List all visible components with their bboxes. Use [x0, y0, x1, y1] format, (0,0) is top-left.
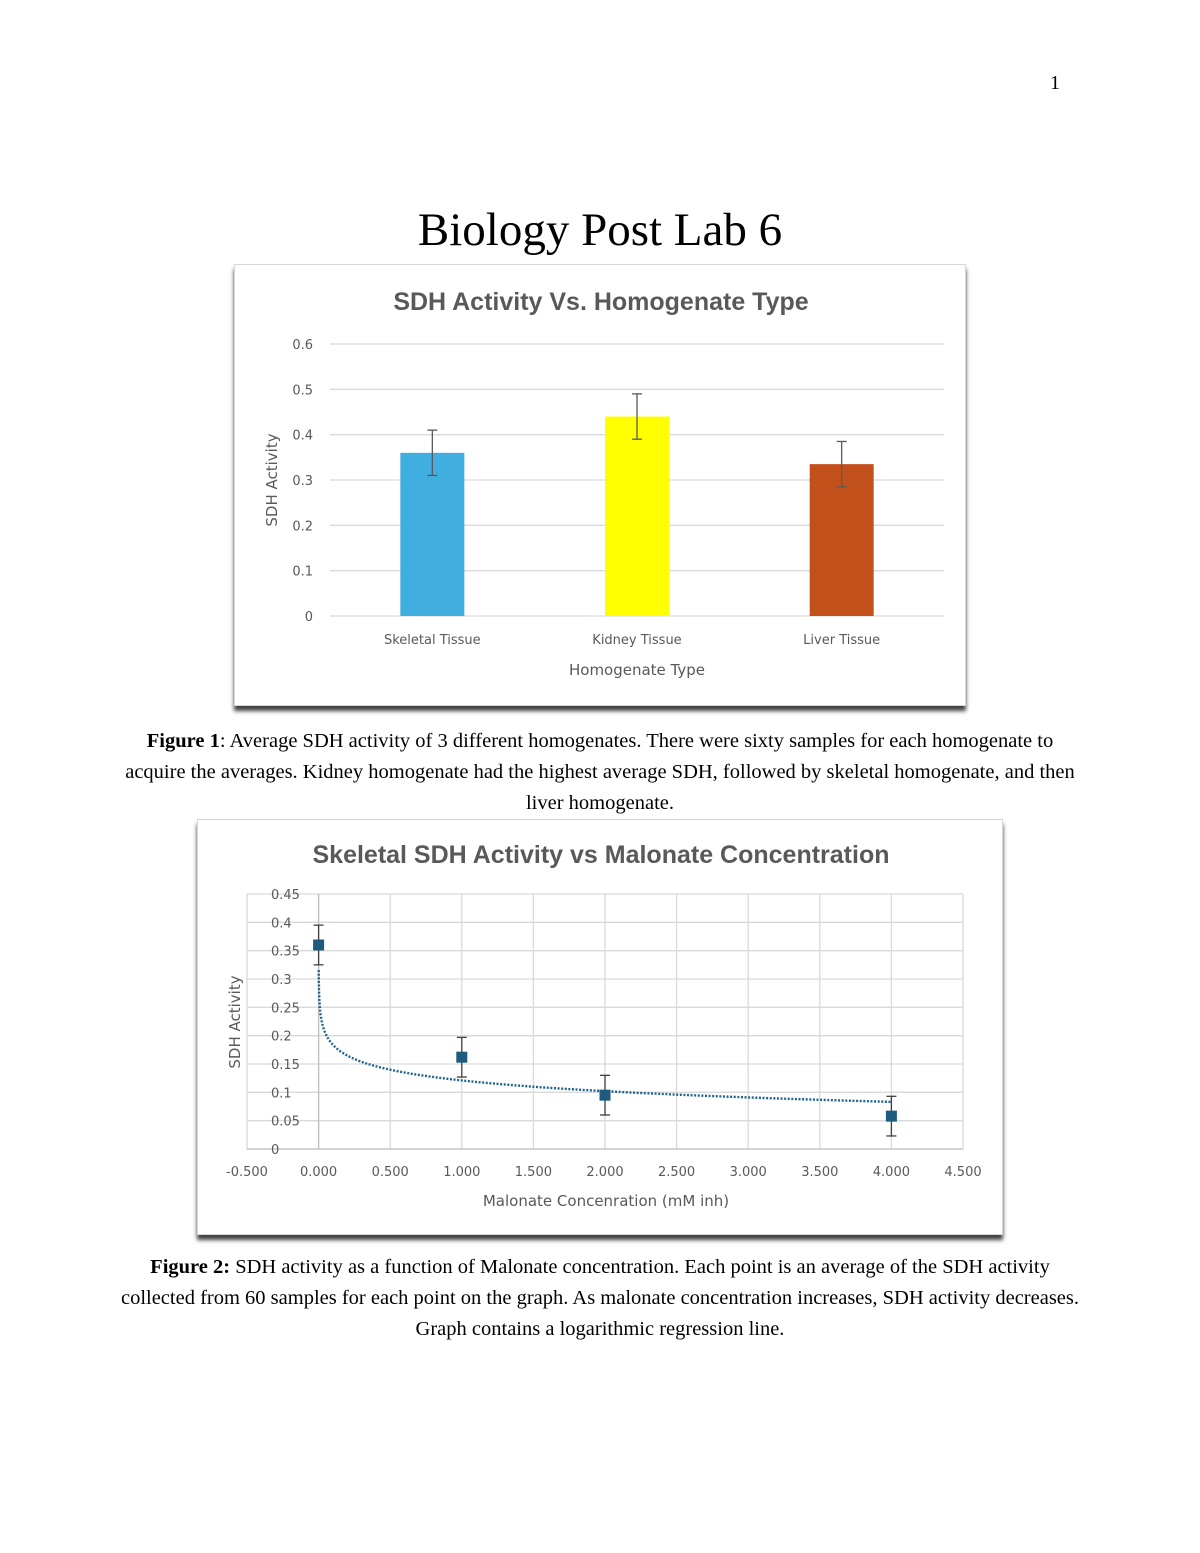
bar-chart-bars [400, 417, 873, 616]
bar-y-tick-label: 0 [304, 610, 313, 625]
bar-category-label: Liver Tissue [803, 633, 881, 648]
scatter-y-tick-label: 0.2 [271, 1029, 292, 1045]
scatter-chart-y-ticks [271, 888, 300, 1158]
scatter-x-tick-label: 0.500 [371, 1165, 409, 1180]
scatter-y-tick-label: 0.3 [271, 973, 292, 988]
figure-2-label: Figure 2: [150, 1256, 231, 1278]
bar [400, 453, 464, 616]
scatter-y-tick-label: 0.25 [271, 1001, 300, 1017]
bar-y-tick-label: 0.4 [292, 428, 313, 444]
bar-y-tick-label: 0.6 [292, 338, 313, 353]
scatter-x-tick-label: 0.000 [299, 1165, 338, 1180]
scatter-y-tick-label: 0.4 [271, 916, 292, 932]
scatter-x-tick-label: 2.000 [586, 1165, 624, 1180]
scatter-chart [198, 820, 1002, 1234]
scatter-point [456, 1052, 467, 1063]
bar-y-tick-label: 0.5 [292, 383, 313, 399]
scatter-chart-x-axis-title: Malonate Concenration (mM inh) [482, 1192, 730, 1210]
scatter-x-tick-label: 4.500 [944, 1165, 982, 1180]
bar-y-tick-label: 0.1 [292, 564, 313, 580]
scatter-point [313, 940, 324, 951]
bar-chart-x-ticks [384, 633, 880, 648]
scatter-chart-title: Skeletal SDH Activity vs Malonate Concentration [312, 841, 890, 869]
bar-y-tick-label: 0.3 [292, 474, 313, 489]
scatter-point [886, 1111, 897, 1122]
scatter-x-tick-label: 3.000 [729, 1165, 767, 1180]
scatter-x-tick-label: 2.500 [657, 1165, 696, 1180]
scatter-y-tick-label: 0 [271, 1143, 280, 1158]
page-number: 1 [1050, 72, 1060, 94]
bar-chart-title: SDH Activity Vs. Homogenate Type [393, 288, 809, 316]
scatter-chart-frame [197, 819, 1003, 1235]
scatter-x-tick-label: 4.000 [872, 1165, 911, 1180]
scatter-y-tick-label: 0.15 [271, 1058, 300, 1073]
bar-chart-y-axis-title: SDH Activity [263, 433, 281, 527]
scatter-point [600, 1090, 611, 1101]
bar-chart-y-ticks [292, 338, 313, 625]
bar [605, 417, 669, 616]
bar-chart [235, 265, 965, 705]
scatter-y-tick-label: 0.1 [271, 1086, 292, 1102]
bar-chart-x-axis-title: Homogenate Type [568, 661, 706, 679]
scatter-x-tick-label: 1.500 [514, 1165, 553, 1180]
bar-y-tick-label: 0.2 [292, 519, 313, 535]
figure-2-caption [120, 1252, 1080, 1345]
figure-1-label: Figure 1 [146, 730, 220, 752]
scatter-y-tick-label: 0.05 [271, 1114, 300, 1130]
scatter-x-tick-label: 1.000 [443, 1165, 481, 1180]
figure-1-text: : Average SDH activity of 3 different homogenates. There were sixty samples for each homogenate to acquire the averages. Kidney homogenate had the highest average SDH, followed by skeletal homogenate, and then liver homogenate. [125, 730, 1075, 814]
document-title: Biology Post Lab 6 [417, 204, 783, 256]
scatter-y-tick-label: 0.35 [271, 944, 300, 960]
figure-1-caption [120, 726, 1080, 819]
bar-category-label: Kidney Tissue [592, 633, 682, 648]
scatter-x-tick-label: -0.500 [226, 1165, 268, 1180]
figure-2-text: SDH activity as a function of Malonate concentration. Each point is an average of the SDH activity collected from 60 samples for each point on the graph. As malonate concentration increases, SDH activity decreases. Graph contains a logarithmic regression line. [120, 1256, 1080, 1340]
bar-chart-frame [234, 264, 966, 706]
scatter-x-tick-label: 3.500 [801, 1165, 839, 1180]
scatter-y-tick-label: 0.45 [271, 888, 300, 903]
scatter-chart-y-axis-title: SDH Activity [226, 975, 244, 1069]
scatter-chart-x-ticks [226, 1165, 982, 1180]
bar-category-label: Skeletal Tissue [383, 633, 481, 648]
